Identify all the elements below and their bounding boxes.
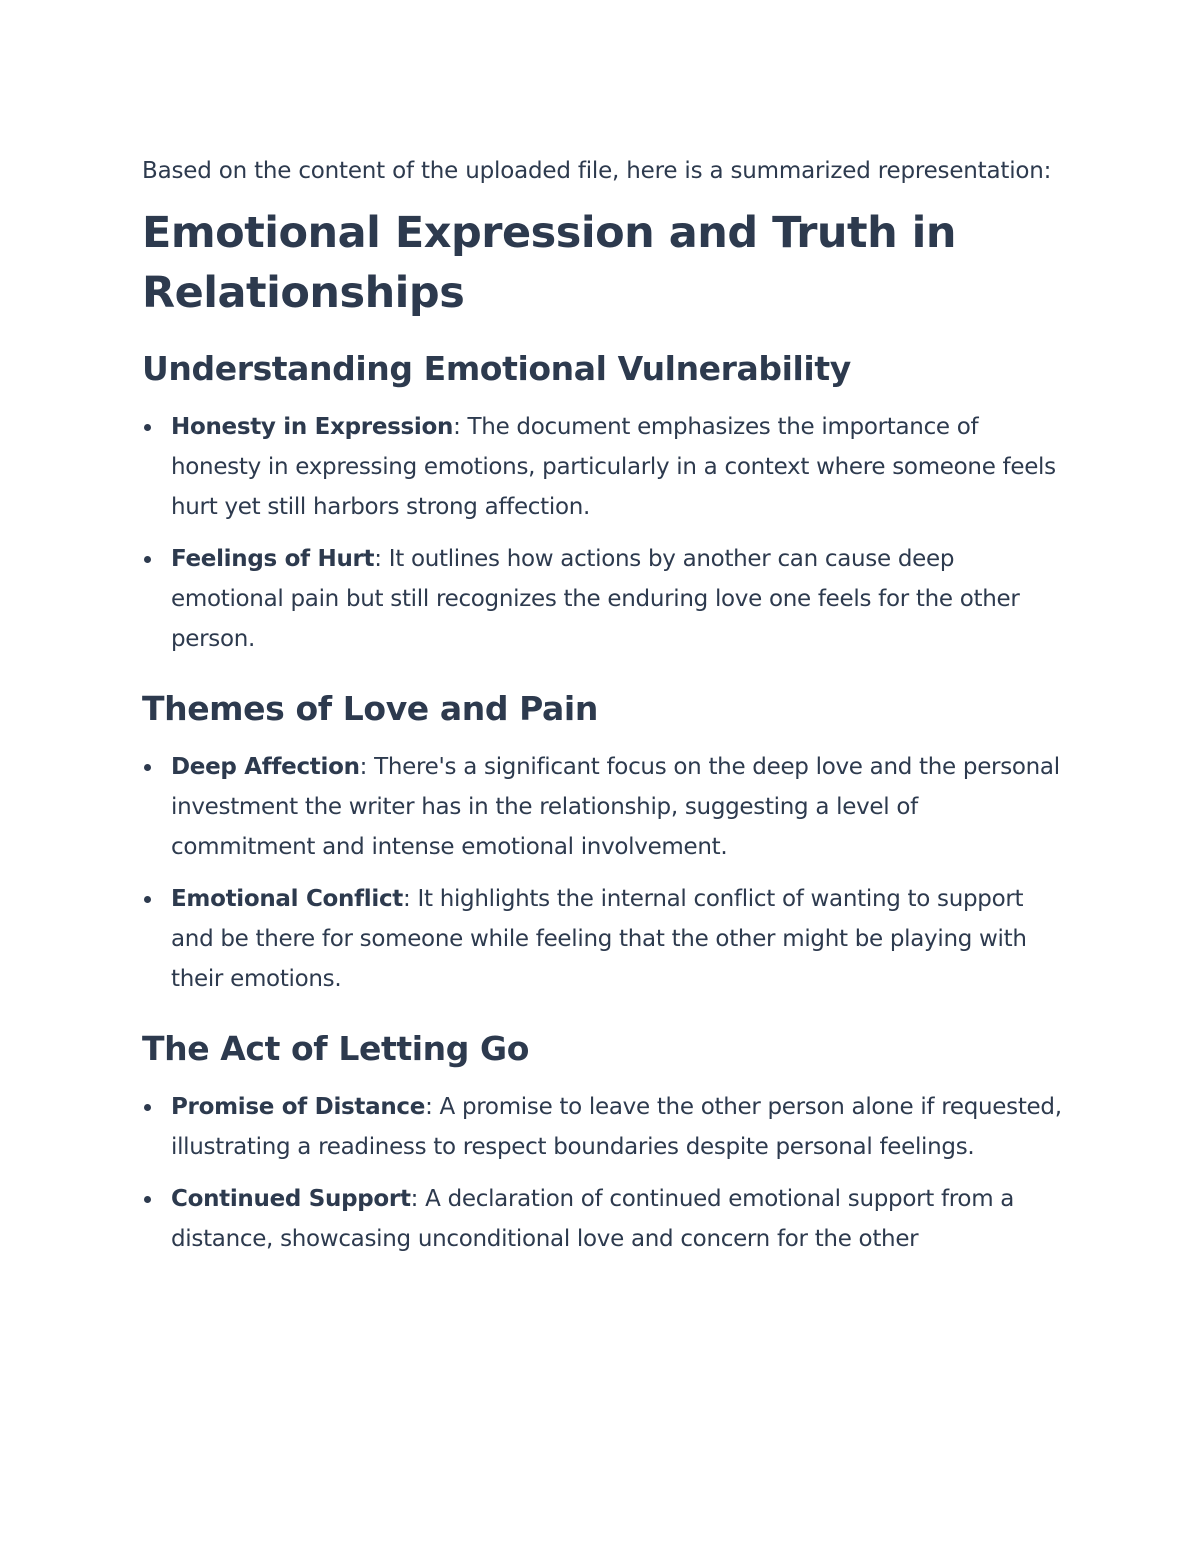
list-item: [142, 747, 1067, 867]
intro-paragraph: Based on the content of the uploaded file, here is a summarized representation:: [142, 158, 1052, 184]
section-heading: Understanding Emotional Vulnerability: [142, 349, 851, 388]
item-separator: :: [374, 546, 382, 572]
section-heading: The Act of Letting Go: [142, 1029, 529, 1068]
document-page: [142, 152, 1067, 1259]
item-term: Promise of Distance: [171, 1094, 426, 1120]
item-separator: :: [410, 1186, 419, 1212]
item-text: A declaration of continued emotional support from a distance, showcasing unconditional love and concern for the other: [171, 1186, 1015, 1252]
bullet-list: [142, 407, 1067, 659]
list-item: [142, 407, 1067, 527]
item-text: The document emphasizes the importance of honesty in expressing emotions, particularly in a context where someone feels hurt yet still harbors strong affection.: [171, 414, 1056, 520]
item-term: Continued Support: [171, 1186, 411, 1212]
item-text: It outlines how actions by another can cause deep emotional pain but still recognizes the enduring love one feels for the other person.: [171, 546, 1020, 652]
item-separator: :: [359, 754, 368, 780]
document-title: Emotional Expression and Truth in Relationships: [142, 208, 957, 318]
item-separator: :: [425, 1094, 433, 1120]
list-item: [142, 879, 1067, 999]
item-text: There's a significant focus on the deep love and the personal investment the writer has in the relationship, suggesting a level of commitment and intense emotional involvement.: [171, 754, 1060, 860]
item-term: Honesty in Expression: [171, 414, 454, 440]
bullet-list: [142, 747, 1067, 999]
item-term: Emotional Conflict: [171, 886, 404, 912]
list-item: [142, 1087, 1067, 1167]
item-term: Feelings of Hurt: [171, 546, 375, 572]
item-text: It highlights the internal conflict of wanting to support and be there for someone while feeling that the other might be playing with their emotions.: [171, 886, 1027, 992]
list-item: [142, 539, 1067, 659]
item-term: Deep Affection: [171, 754, 360, 780]
section-heading: Themes of Love and Pain: [142, 689, 598, 728]
item-separator: :: [403, 886, 411, 912]
item-separator: :: [453, 414, 461, 440]
item-text: A promise to leave the other person alone if requested, illustrating a readiness to respect boundaries despite personal feelings.: [171, 1094, 1062, 1160]
list-item: [142, 1179, 1067, 1259]
bullet-list: [142, 1087, 1067, 1259]
